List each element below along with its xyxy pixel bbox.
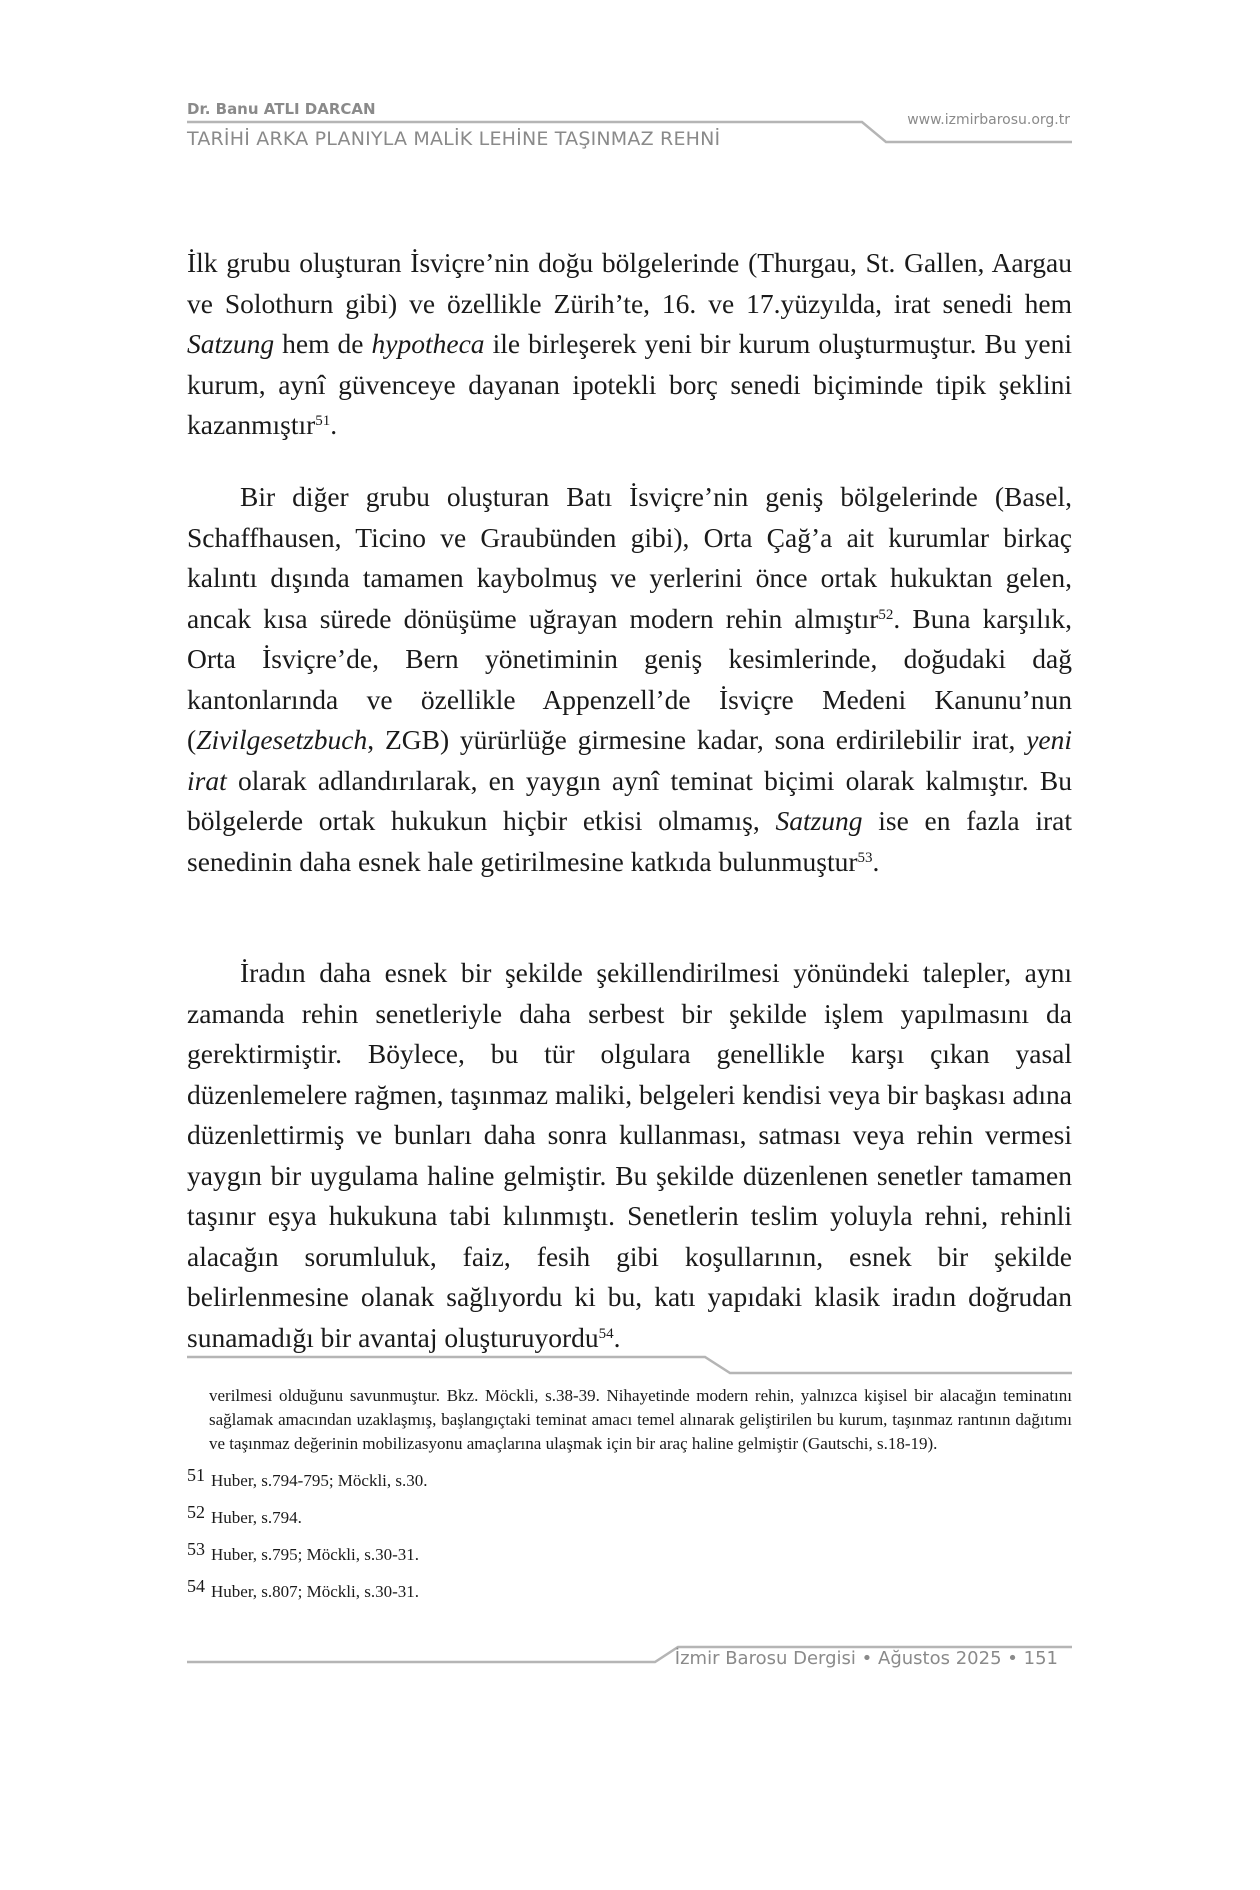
footnote-52: 52 Huber, s.794. — [187, 1502, 302, 1527]
journal-name: İzmir Barosu Dergisi — [674, 1648, 856, 1669]
italic-term: Satzung — [775, 805, 863, 836]
footnote-51: 51 Huber, s.794-795; Möckli, s.30. — [187, 1465, 428, 1490]
italic-term: yeni irat — [187, 724, 1072, 796]
body-paragraph-1: İlk grubu oluşturan İsviçre’nin doğu bölgelerinde (Thurgau, St. Gallen, Aargau ve Solothurn gibi) ve özellikle Zürih’te, 16. ve 17.yüzyılda, irat senedi hem Satzung hem de hypotheca ile birleşerek yeni bir kurum oluşturmuştur. Bu yeni kurum, aynî güvenceye dayanan ipotekli borç senedi biçiminde tipik şeklini kazanmıştır$^{51}$. — [187, 247, 1072, 440]
footnote-separator — [187, 1357, 1072, 1373]
body-paragraph-3: İradın daha esnek bir şekilde şekillendirilmesi yönündeki talepler, aynı zamanda rehin senetleriyle daha serbest bir şekilde işlem yapılmasını da gerektirmiştir. Böylece, bu tür olgulara genellikle karşı çıkan yasal düzenlemelere rağmen, taşınmaz maliki, belgeleri kendisi veya bir başkası adına düzenlettirmiş ve bunları daha sonra kullanması, satması veya rehin vermesi yaygın bir uygulama haline gelmiştir. Bu şekilde düzenlenen senetler tamamen taşınır eşya hukukuna tabi kılınmıştı. Senetlerin teslim yoluyla rehni, rehinli alacağın sorumluluk, faiz, fesih gibi koşullarının, esnek bir şekilde belirlenmesine olanak sağlıyordu ki bu, katı yapıdaki klasik iradın doğrudan sunamadığı bir avantaj oluşturuyordu$^{54}$. — [187, 957, 1073, 1353]
footnote-ref-53[interactable]: 53 — [857, 849, 873, 866]
italic-term: Satzung — [187, 328, 275, 359]
footnote-ref-51[interactable]: 51 — [315, 413, 331, 429]
italic-term: hypotheca — [371, 328, 485, 359]
issue-date: Ağustos 2025 — [878, 1648, 1002, 1669]
running-footer — [675, 1648, 1058, 1669]
footnotes — [187, 1384, 1072, 1604]
footnote-ref-52[interactable]: 52 — [878, 606, 894, 623]
footnote-continuation: verilmesi olduğunu savunmuştur. Bkz. Möckli, s.38-39. Nihayetinde modern rehin, yalnızca kişisel bir alacağın teminatını sağlamak amacından uzaklaşmış, başlangıçtaki teminat amacı temel alınarak geliştirilen bu kurum, taşınmaz rantının dağıtımı ve taşınmaz değerinin mobilizasyonu amaçlarına ulaşmak için bir araç haline gelmiştir (Gautschi, s.18-19). — [209, 1386, 1072, 1453]
footnote-53: 53 Huber, s.795; Möckli, s.30-31. — [187, 1539, 420, 1564]
footnote-ref-54[interactable]: 54 — [598, 1325, 614, 1342]
bullet-separator: • — [861, 1648, 873, 1669]
italic-term: Zivilgesetzbuch — [196, 724, 368, 755]
page-number: 151 — [1023, 1648, 1058, 1669]
bullet-separator: • — [1007, 1648, 1018, 1669]
footnote-54: 54 Huber, s.807; Möckli, s.30-31. — [187, 1576, 420, 1601]
running-header-author: Dr. Banu ATLI DARCAN — [187, 100, 376, 118]
body-paragraph-2: Bir diğer grubu oluşturan Batı İsviçre’nin geniş bölgelerinde (Basel, Schaffhausen, Ticino ve Graubünden gibi), Orta Çağ’a ait kurumlar birkaç kalıntı dışında tamamen kaybolmuş ve yerlerini önce ortak hukuktan gelen, ancak kısa sürede dönüşüme uğrayan modern rehin almıştır$^{52}$. Buna karşılık, Orta İsviçre’de, Bern yönetiminin geniş kesimlerinde, doğudaki dağ kantonlarında ve özellikle Appenzell’de İsviçre Medeni Kanunu’nun (Zivilgesetzbuch, ZGB) yürürlüğe girmesine kadar, sona erdirilebilir irat, yeni irat olarak adlandırılarak, en yaygın aynî teminat biçimi olarak kalmıştır. Bu bölgelerde ortak hukukun hiçbir etkisi olmamış, Satzung ise en fazla irat senedinin daha esnek hale getirilmesine katkıda bulunmuştur$^{53}$. — [187, 481, 1072, 877]
website-link[interactable]: www.izmirbarosu.org.tr — [907, 112, 1070, 128]
running-header-title: TARİHİ ARKA PLANIYLA MALİK LEHİNE TAŞINMAZ REHNİ — [187, 128, 721, 150]
